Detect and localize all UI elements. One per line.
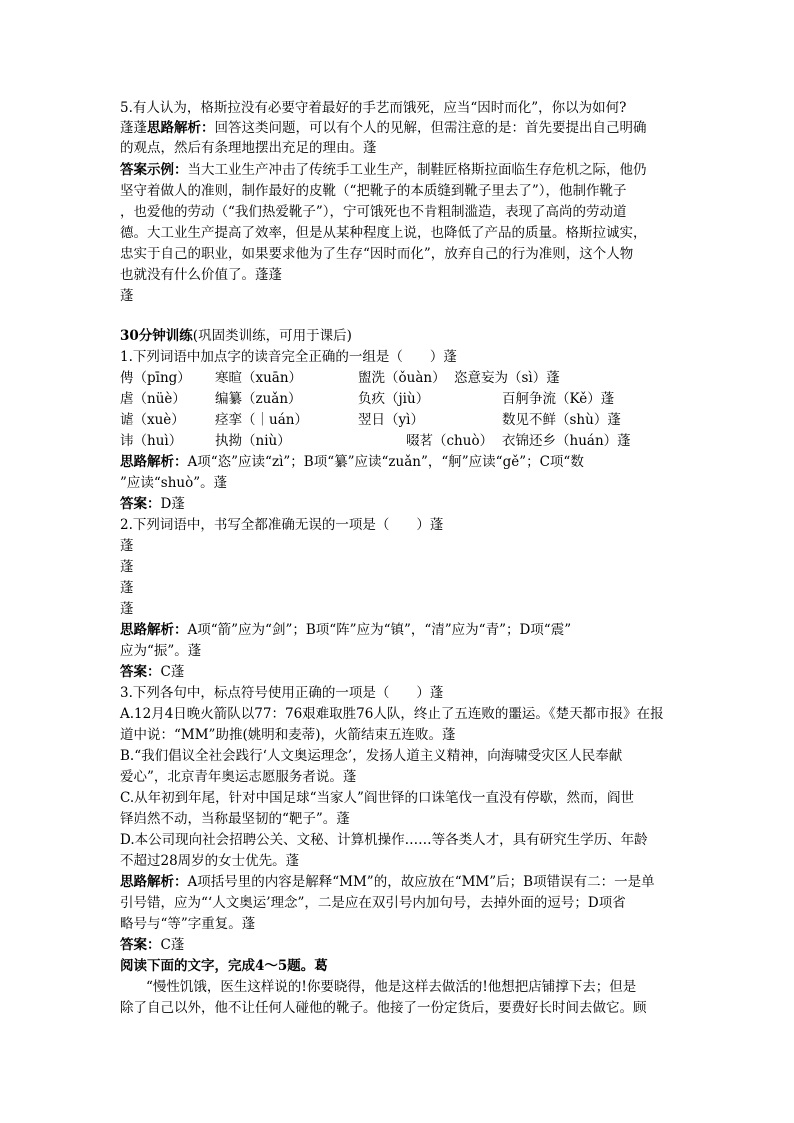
q5-answer-text-4: 德。大工业生产提高了效率，但是从某种程度上说，也降低了产品的质量。格斯拉诚实， bbox=[120, 225, 647, 241]
reading-paragraph-line-2: 除了自己以外，他不让任何人碰他的靴子。他接了一份定货后，要费好长时间去做它。顾 bbox=[120, 1000, 647, 1016]
q1-row4-col2: 执拗（niù） bbox=[215, 433, 291, 449]
q1-row3-col4: 数见不鲜（shù）蓬 bbox=[502, 412, 621, 428]
q2-analysis-line-1 bbox=[120, 620, 571, 640]
q5-spacer: 蓬 bbox=[120, 288, 134, 304]
section-title bbox=[120, 326, 352, 346]
q3-option-c-2: 铎岿然不动，当称最坚韧的“靶子”。蓬 bbox=[120, 811, 350, 827]
q1-row3-col1: 谑（xuè） bbox=[120, 412, 185, 428]
reading-paragraph-line-1: “慢性饥饿，医生这样说的!你要晓得，他是这样去做活的!他想把店铺撑下去；但是 bbox=[146, 979, 637, 995]
q1-row4-col1: 讳（huì） bbox=[120, 433, 183, 449]
q3-option-b-1: B.“我们倡议全社会践行‘人文奥运理念’，发扬人道主义精神，向海啸受灾区人民奉献 bbox=[120, 748, 623, 764]
q3-answer-value: C蓬 bbox=[160, 937, 185, 953]
q5-answer-text-3: ，也爱他的劳动（“我们热爱靴子”），宁可饿死也不肯粗制滥造，表现了高尚的劳动道 bbox=[120, 204, 627, 220]
q2-analysis-label: 思路解析： bbox=[120, 622, 188, 638]
q2-answer bbox=[120, 662, 184, 682]
q3-option-d-1: D.本公司现向社会招聘公关、文秘、计算机操作……等各类人才，具有研究生学历、年龄 bbox=[120, 832, 648, 848]
q1-row1-col3: 盥洗（ǒuàn） bbox=[358, 370, 446, 386]
q3-stem: 3.下列各句中，标点符号使用正确的一项是（ ）蓬 bbox=[120, 685, 444, 701]
q3-option-a-2: 道中说：“MM”助推(姚明和麦蒂)，火箭结束五连败。蓬 bbox=[120, 727, 456, 743]
q1-row2-col3: 负疚（jiù） bbox=[358, 391, 430, 407]
q1-analysis-text-1: A项“恣”应读“zì”；B项“纂”应读“zuǎn”，“舸”应读“gě”；C项“数 bbox=[187, 454, 584, 470]
q1-row4-col4: 衣锦还乡（huán）蓬 bbox=[502, 433, 631, 449]
q2-blank-a: 蓬 bbox=[120, 538, 134, 554]
q3-analysis-text-3: 略号与“等”字重复。蓬 bbox=[120, 916, 256, 932]
q1-row2-col1: 虐（nüè） bbox=[120, 391, 186, 407]
q2-blank-d: 蓬 bbox=[120, 601, 134, 617]
q1-analysis-line-1 bbox=[120, 452, 584, 472]
q2-answer-label: 答案： bbox=[120, 664, 161, 680]
q2-blank-b: 蓬 bbox=[120, 559, 134, 575]
q5-answer-label: 答案示例： bbox=[120, 162, 188, 178]
section-title-rest: (巩固类训练，可用于课后) bbox=[192, 328, 352, 344]
q1-row1-col4: 恣意妄为（sì）蓬 bbox=[454, 370, 560, 386]
q5-answer-line-1 bbox=[120, 160, 647, 180]
q3-analysis-label: 思路解析： bbox=[120, 874, 188, 890]
q1-stem: 1.下列词语中加点字的读音完全正确的一组是（ ）蓬 bbox=[120, 349, 457, 365]
q1-row2-col2: 编纂（zuǎn） bbox=[215, 391, 302, 407]
q1-row1-col1: 俜（pīng） bbox=[120, 370, 191, 386]
q3-option-b-2: 爱心”，北京青年奥运志愿服务者说。蓬 bbox=[120, 769, 357, 785]
q5-answer-text-5: 忠实于自己的职业，如果要求他为了生存“因时而化”，放弃自己的行为准则，这个人物 bbox=[120, 246, 634, 262]
q1-row4-col3: 啜茗（chuò） bbox=[406, 433, 494, 449]
q5-answer-text-2: 坚守着做人的准则，制作最好的皮靴（“把靴子的本质缝到靴子里去了”），他制作靴子 bbox=[120, 183, 627, 199]
q1-answer bbox=[120, 494, 185, 514]
q1-analysis-text-2: ”应读“shuò”。蓬 bbox=[120, 475, 228, 491]
q3-answer-label: 答案： bbox=[120, 937, 161, 953]
q5-analysis-label: 思路解析： bbox=[147, 120, 215, 136]
q1-row3-col2: 痉挛（｜uán） bbox=[215, 412, 308, 428]
q1-row1-col2: 寒暄（xuān） bbox=[215, 370, 303, 386]
q2-blank-c: 蓬 bbox=[120, 580, 134, 596]
q5-analysis-text-2: 的观点，然后有条理地摆出充足的理由。蓬 bbox=[120, 140, 377, 156]
section-title-bold: 30分钟训练 bbox=[120, 328, 193, 344]
q3-analysis-line-1 bbox=[120, 872, 655, 892]
q3-option-d-2: 不超过28周岁的女士优先。蓬 bbox=[120, 853, 300, 869]
q5-question: 5.有人认为，格斯拉没有必要守着最好的手艺而饿死，应当“因时而化”，你以为如何? bbox=[120, 100, 627, 116]
q3-analysis-text-2: 引号错，应为“‘人文奥运’理念”，二是应在双引号内加句号，去掉外面的逗号；D项省 bbox=[120, 895, 626, 911]
q2-answer-value: C蓬 bbox=[160, 664, 185, 680]
q5-answer-text-1: 当大工业生产冲击了传统手工业生产，制鞋匠格斯拉面临生存危机之际，他仍 bbox=[187, 162, 647, 178]
q5-answer-text-6: 也就没有什么价值了。蓬蓬 bbox=[120, 267, 282, 283]
q3-analysis-text-1: A项括号里的内容是解释“MM”的，故应放在“MM”后；B项错误有二：一是单 bbox=[187, 874, 655, 890]
q5-analysis-text-1: 回答这类问题，可以有个人的见解，但需注意的是：首先要提出自己明确 bbox=[214, 120, 647, 136]
reading-title: 阅读下面的文字，完成4～5题。葛 bbox=[120, 958, 328, 974]
q1-row2-col4: 百舸争流（Kě）蓬 bbox=[502, 391, 615, 407]
q1-answer-value: D蓬 bbox=[160, 496, 185, 512]
q2-analysis-text-1: A项“箭”应为“剑”；B项“阵”应为“镇”，“清”应为“青”；D项“震” bbox=[187, 622, 572, 638]
q5-analysis-line-1 bbox=[120, 118, 647, 138]
q5-analysis-prefix: 蓬蓬 bbox=[120, 120, 147, 136]
q3-option-a-1: A.12月4日晚火箭队以77：76艰难取胜76人队，终止了五连败的噩运。《楚天都市报》在报 bbox=[120, 706, 664, 722]
q3-option-c-1: C.从年初到年尾，针对中国足球“当家人”阎世铎的口诛笔伐一直没有停歇，然而，阎世 bbox=[120, 790, 634, 806]
q2-stem: 2.下列词语中，书写全都准确无误的一项是（ ）蓬 bbox=[120, 517, 444, 533]
q2-analysis-text-2: 应为“振”。蓬 bbox=[120, 643, 202, 659]
q1-row3-col3: 翌日（yì） bbox=[358, 412, 424, 428]
q1-answer-label: 答案： bbox=[120, 496, 161, 512]
q3-answer bbox=[120, 935, 184, 955]
q1-analysis-label: 思路解析： bbox=[120, 454, 188, 470]
